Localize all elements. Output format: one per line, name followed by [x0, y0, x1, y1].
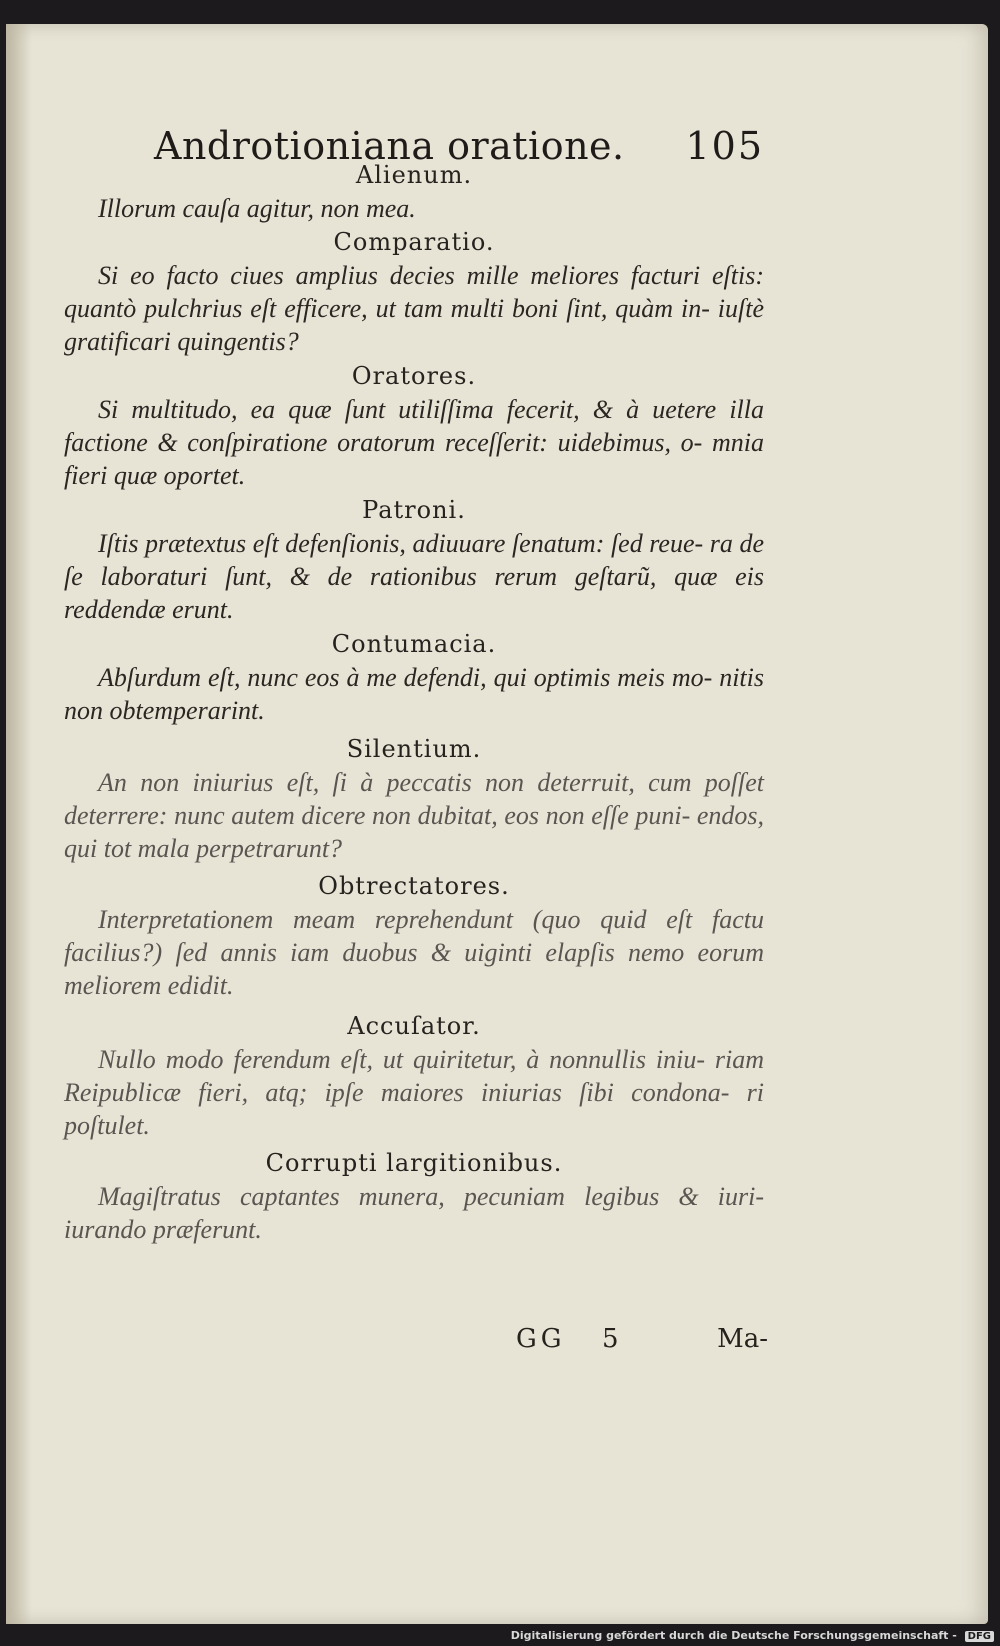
- section-text: Magiſtratus captantes munera, pecuniam legibus & iuri- iurando præferunt.: [64, 1182, 764, 1244]
- book-page: [6, 24, 988, 1624]
- section-heading: Comparatio.: [333, 228, 495, 256]
- digitization-notice: [511, 1629, 994, 1642]
- section-text: Si eo facto ciues amplius decies mille meliores facturi eſtis: quantò pulchrius eſt efficere, ut tam multi boni ſint, quàm in- iuſtè gratificari quingentis?: [64, 261, 764, 356]
- section-heading: Patroni.: [362, 496, 466, 524]
- page-footer: [516, 1324, 768, 1364]
- section-text: Illorum cauſa agitur, non mea.: [98, 194, 416, 223]
- section-heading: Accuſator.: [347, 1012, 481, 1040]
- page-number: 105: [685, 124, 764, 168]
- section-heading: Contumacia.: [331, 630, 497, 658]
- section-heading: Alienum.: [355, 161, 473, 189]
- section-heading: Corrupti largitionibus.: [265, 1149, 563, 1177]
- section-heading: Silentium.: [346, 735, 482, 763]
- running-title: Androtioniana oratione.: [154, 124, 625, 168]
- catchword: Ma-: [717, 1324, 768, 1354]
- section-text: Interpretationem meam reprehendunt (quo quid eſt factu facilius?) ſed annis iam duobus & uiginti elapſis nemo eorum meliorem edidit.: [64, 905, 764, 1000]
- section-text: Si multitudo, ea quæ ſunt utiliſſima fecerit, & à uetere illa factione & conſpiratione oratorum receſſerit: uidebimus, o- mnia fieri quæ oportet.: [64, 395, 764, 490]
- section-heading: Obtrectatores.: [318, 872, 510, 900]
- digitization-notice-text: Digitalisierung gefördert durch die Deutsche Forschungsgemeinschaft -: [510, 1629, 957, 1642]
- section-text: Nullo modo ferendum eſt, ut quiritetur, à nonnullis iniu- riam Reipublicæ fieri, atq; ipſe maiores iniurias ſibi condona- ri poſtulet.: [64, 1045, 764, 1140]
- signature-number: 5: [602, 1324, 619, 1354]
- signature-mark: GG: [516, 1324, 566, 1354]
- dfg-logo: DFG: [965, 1631, 994, 1642]
- section-text: Iſtis prætextus eſt defenſionis, adiuuare ſenatum: ſed reue- ra de ſe laboraturi ſunt, & de rationibus rerum geſtarũ, quæ eis reddendæ erunt.: [64, 529, 764, 624]
- page-gutter-shadow: [6, 24, 32, 1624]
- section-text: Abſurdum eſt, nunc eos à me defendi, qui optimis meis mo- nitis non obtemperarint.: [64, 663, 764, 725]
- section-heading: Oratores.: [351, 362, 477, 390]
- section-text: An non iniurius eſt, ſi à peccatis non deterruit, cum poſſet deterrere: nunc autem dicere non dubitat, eos non eſſe puni- endos, qui tot mala perpetrarunt?: [64, 768, 764, 863]
